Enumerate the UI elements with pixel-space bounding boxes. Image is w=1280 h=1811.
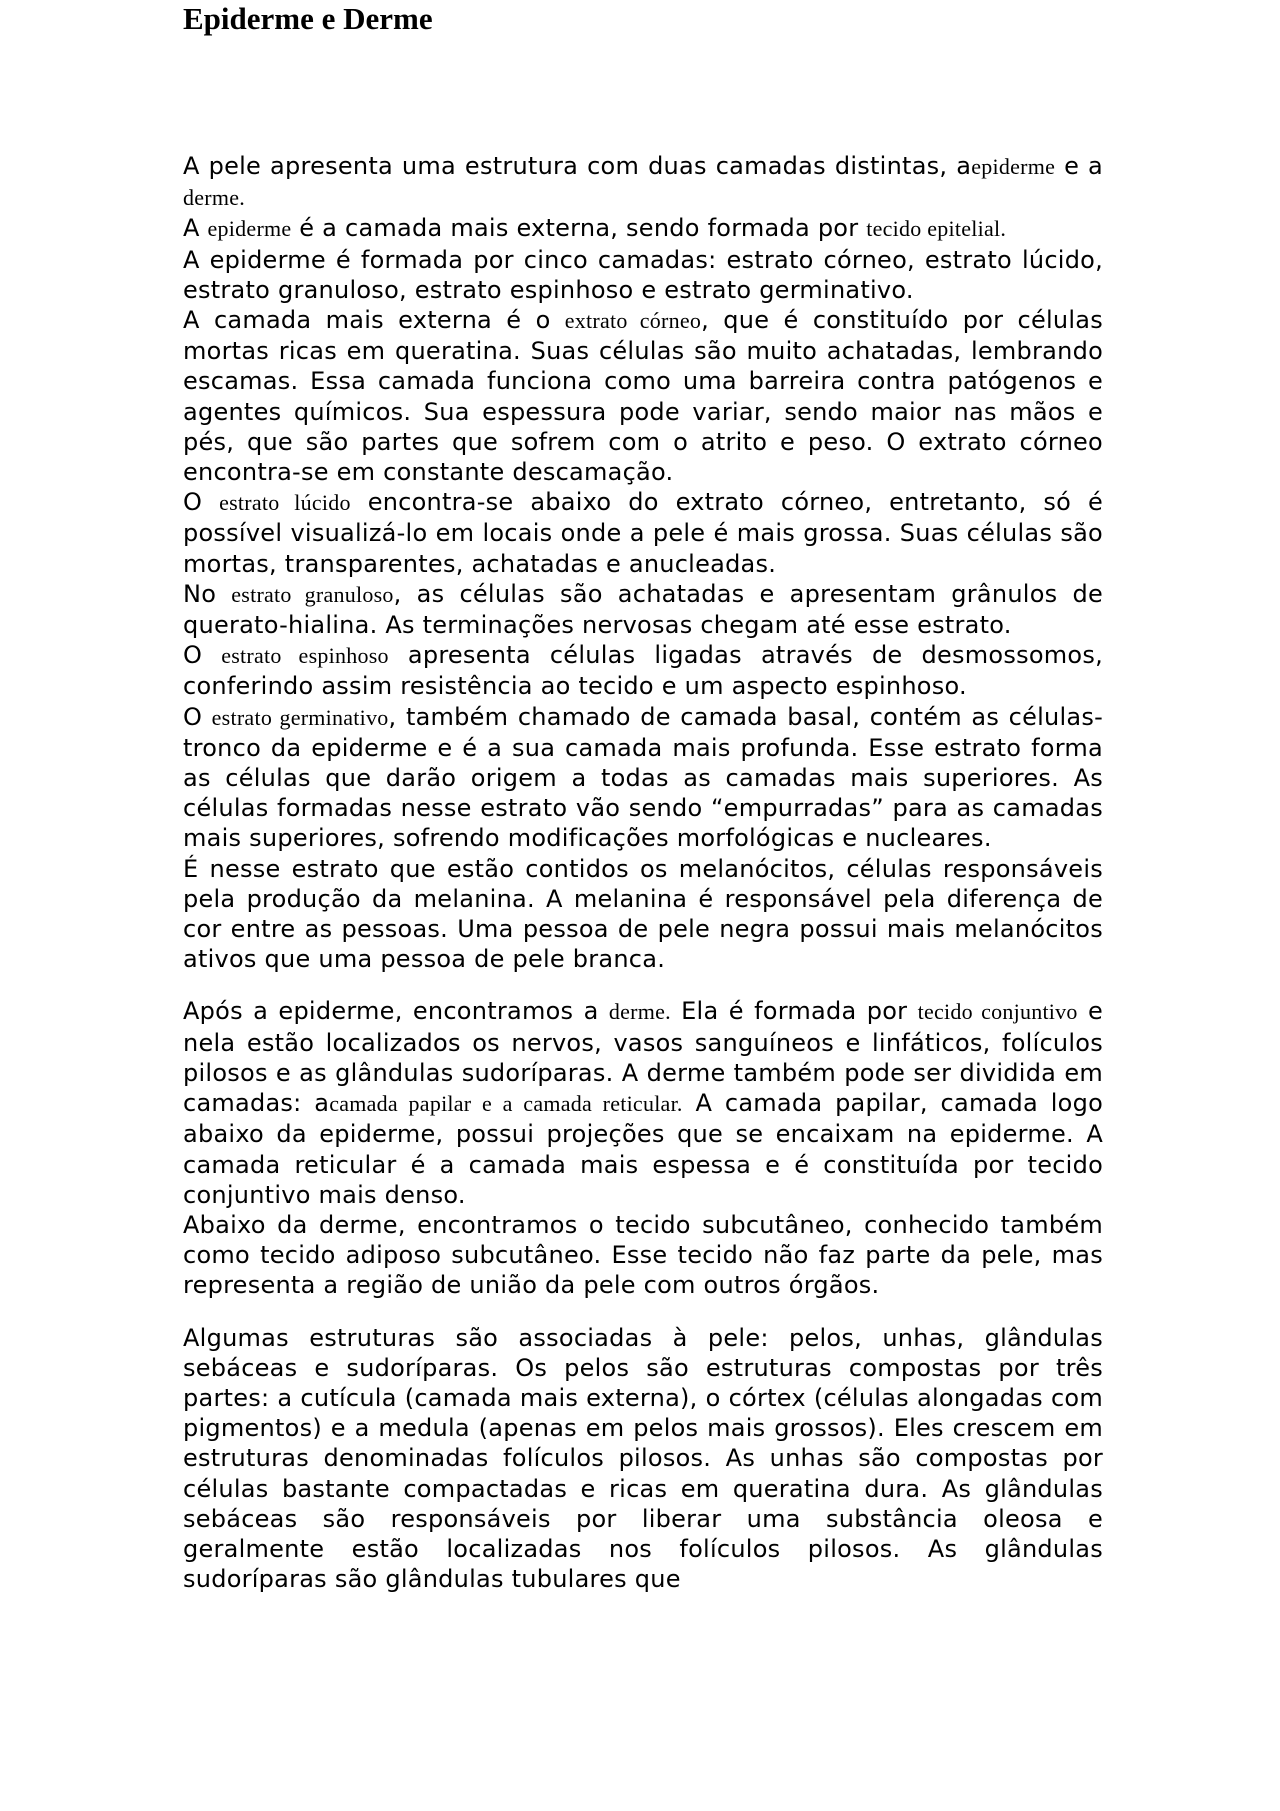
paragraph — [183, 640, 1103, 701]
emphasized-term: tecido epitelial. — [866, 216, 1007, 242]
emphasized-term: epiderme — [207, 216, 292, 242]
document-page — [183, 0, 1104, 1594]
paragraph — [183, 151, 1103, 213]
emphasized-term: derme. — [608, 999, 671, 1025]
paragraph — [183, 702, 1103, 854]
text-run: apresenta células ligadas através de desmossomos, conferindo assim resistência ao tecido e um aspecto espinhoso. — [183, 641, 1103, 701]
paragraph — [183, 213, 1103, 244]
text-run: A camada mais externa é o — [183, 306, 565, 335]
emphasized-term: epiderme — [971, 154, 1056, 179]
paragraph — [183, 487, 1103, 579]
text-run: , que é constituído por células mortas ricas em queratina. Suas células são muito achatadas, lembrando escamas. Essa camada funciona como uma barreira contra patógenos e agentes químicos. Sua espessura pode variar, sendo maior nas mãos e pés, que são partes que sofrem com o atrito e peso. O extrato córneo encontra-se em constante descamação. — [183, 306, 1104, 487]
emphasized-term: tecido conjuntivo — [917, 999, 1078, 1025]
paragraph — [183, 305, 1103, 487]
text-run: , as células são achatadas e apresentam grânulos de querato-hialina. As terminações nervosas chegam até esse estrato. — [183, 579, 1103, 640]
emphasized-term: estrato granuloso — [231, 581, 394, 607]
text-run: Ela é formada por — [670, 997, 918, 1026]
text-run: , também chamado de camada basal, contém as células-tronco da epiderme e é a sua camada mais profunda. Esse estrato forma as células que darão origem a todas as camadas mais superiores. As células formadas nesse estrato vão sendo “empurradas” para as camadas mais superiores, sofrendo modificações morfológicas e nucleares. — [183, 702, 1103, 853]
paragraph — [183, 1210, 1103, 1301]
text-run: É nesse estrato que estão contidos os melanócitos, células responsáveis pela produção da melanina. A melanina é responsável pela diferença de cor entre as pessoas. Uma pessoa de pele negra possui mais melanócitos ativos que uma pessoa de pele branca. — [183, 854, 1103, 974]
text-run: encontra-se abaixo do extrato córneo, entretanto, só é possível visualizá-lo em locais onde a pele é mais grossa. Suas células são mortas, transparentes, achatadas e anucleadas. — [183, 488, 1103, 578]
document-body — [183, 151, 1103, 1594]
text-run: No — [183, 579, 232, 608]
paragraph — [183, 1323, 1103, 1595]
text-run: Abaixo da derme, encontramos o tecido subcutâneo, conhecido também como tecido adiposo subcutâneo. Esse tecido não faz parte da pele, mas representa a região de união da pele com outros órgãos. — [183, 1210, 1103, 1300]
emphasized-term: estrato germinativo — [211, 704, 389, 730]
text-run: Após a epiderme, encontramos a — [183, 997, 609, 1026]
text-run: Algumas estruturas são associadas à pele: pelos, unhas, glândulas sebáceas e sudoríparas. Os pelos são estruturas compostas por três partes: a cutícula (camada mais externa), o córtex (células alongadas com pigmentos) e a medula (apenas em pelos mais grossos). Eles crescem em estruturas denominadas folículos pilosos. As unhas são compostas por células bastante compactadas e ricas em queratina dura. As glândulas sebáceas são responsáveis por liberar uma substância oleosa e geralmente estão localizadas nos folículos pilosos. As glândulas sudoríparas são glândulas tubulares que — [183, 1323, 1103, 1594]
text-run: A pele apresenta uma estrutura com duas camadas distintas, a — [183, 152, 972, 180]
text-run: O — [183, 641, 222, 670]
page-title: Epiderme e Derme — [183, 1, 433, 36]
paragraph — [183, 245, 1103, 305]
paragraph — [183, 854, 1103, 975]
paragraph — [183, 996, 1103, 1209]
emphasized-term: estrato lúcido — [219, 490, 351, 516]
text-run: é a camada mais externa, sendo formada por — [291, 214, 867, 243]
text-run: O — [183, 488, 220, 517]
text-run: O — [183, 702, 212, 731]
text-run: A epiderme é formada por cinco camadas: estrato córneo, estrato lúcido, estrato granuloso, estrato espinhoso e estrato germinativo. — [183, 245, 1103, 304]
paragraph — [183, 579, 1103, 640]
text-run: e nela estão localizados os nervos, vasos sanguíneos e linfáticos, folículos pilosos e as glândulas sudoríparas. A derme também pode ser dividida em camadas: a — [183, 997, 1104, 1118]
emphasized-term: derme. — [183, 185, 245, 211]
emphasized-term: camada papilar e a camada reticular. — [329, 1091, 683, 1117]
emphasized-term: estrato espinhoso — [221, 643, 389, 669]
text-run: A camada papilar, camada logo abaixo da epiderme, possui projeções que se encaixam na epiderme. A camada reticular é a camada mais espessa e é constituída por tecido conjuntivo mais denso. — [183, 1089, 1104, 1209]
text-run: A — [183, 214, 208, 243]
text-run: e a — [1055, 152, 1104, 180]
emphasized-term: extrato córneo — [564, 308, 702, 334]
